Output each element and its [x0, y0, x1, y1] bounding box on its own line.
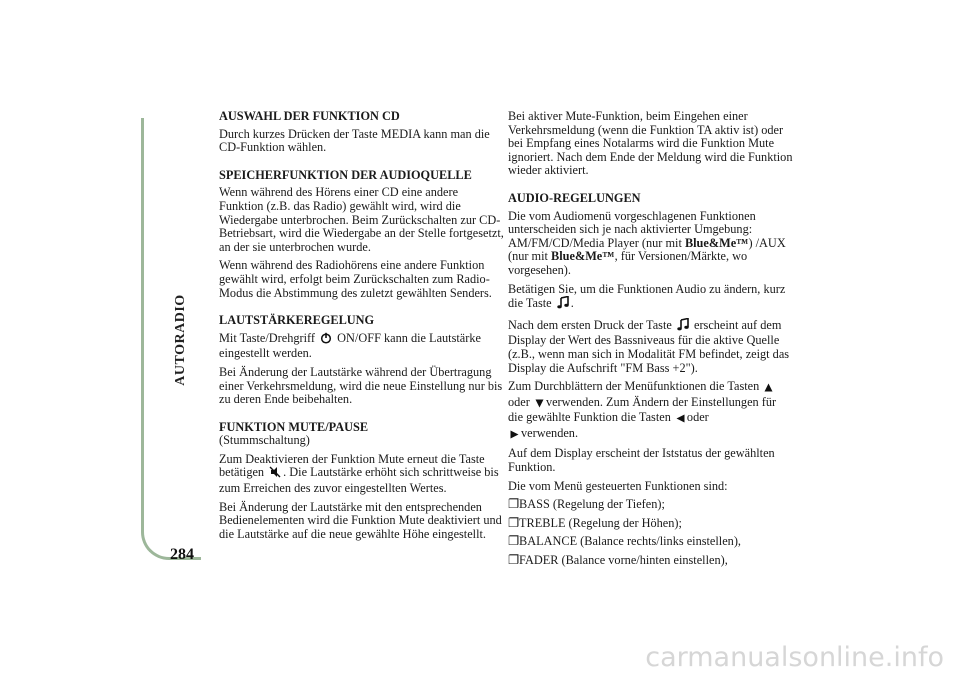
list-item-text: BALANCE (Balance rechts/links einstellen), [519, 534, 741, 549]
bullet-box-icon: ❐ [508, 553, 520, 568]
brand-name: Blue&Me™ [684, 235, 749, 250]
paragraph: Auf dem Display erscheint der Iststatus der gewählten Funktion. [508, 446, 775, 475]
paragraph: Bei Änderung der Lautstärke während der Übertragung einer Verkehrsmeldung, wird die neue Einstellung nur bis zu deren Ende beibehalten. [219, 364, 503, 407]
text-fragment: oder [686, 410, 709, 425]
list-item-text: FADER (Balance vorne/hinten einstellen), [519, 553, 728, 568]
mute-icon [269, 466, 281, 482]
arrow-left-icon [676, 413, 685, 427]
text-fragment: . [570, 296, 574, 311]
page-number: 284 [170, 546, 194, 563]
left-column [219, 110, 504, 546]
paragraph: Wenn während des Hörens einer CD eine andere Funktion (z.B. das Radio) gewählt wird, wird die Wiedergabe unterbrochen. Beim Zurückschalten zur CD-Betriebsart, wird die Wiedergabe an der Stelle fortgesetzt, an der sie unterbrochen wurde. [219, 185, 504, 254]
paragraph [219, 332, 504, 361]
heading-source-memory: SPEICHERFUNKTION DER AUDIOQUELLE [219, 167, 472, 182]
paragraph: Bei Änderung der Lautstärke mit den entsprechenden Bedienelementen wird die Funktion Mute deaktiviert und die Lautstärke auf die neue gewählte Höhe eingestellt. [219, 499, 502, 541]
paragraph: Durch kurzes Drücken der Taste MEDIA kann man die CD-Funktion wählen. [219, 126, 490, 155]
power-knob-icon [320, 332, 332, 348]
list-item [508, 554, 793, 568]
section-side-label: AUTORADIO [173, 294, 188, 386]
brand-name: Blue&Me™ [551, 249, 615, 264]
paragraph: Wenn während des Radiohörens eine andere Funktion gewählt wird, erfolgt beim Zurückschalten zum Radio-Modus die Abstimmung des zuletzt gewählten Senders. [219, 258, 492, 300]
page-frame-line [141, 118, 144, 530]
arrow-right-icon [510, 429, 519, 443]
list-item [508, 517, 793, 531]
text-fragment: Nach dem ersten Druck der Taste [508, 317, 672, 332]
list-item-text: BASS (Regelung der Tiefen); [519, 497, 665, 512]
text-fragment: , für Versionen/Märkte, wo vorgesehen). [508, 249, 748, 277]
text-fragment: Zum Durchblättern der Menüfunktionen die Tasten [508, 379, 760, 394]
arrow-up-icon [764, 382, 773, 396]
text-fragment: ) /AUX (nur mit [508, 235, 786, 264]
music-note-icon [677, 318, 689, 335]
text-fragment: Mit Taste/Drehgriff [219, 330, 316, 345]
text-fragment: verwenden. [521, 425, 579, 440]
heading-audio-settings: AUDIO-REGELUNGEN [508, 190, 641, 205]
heading-cd-function: AUSWAHL DER FUNKTION CD [219, 109, 400, 123]
text-fragment: ON/OFF kann die Lautstärke eingestellt werden. [219, 330, 481, 361]
list-item [508, 535, 793, 549]
bullet-box-icon: ❐ [508, 497, 520, 512]
heading-volume-control: LAUTSTÄRKEREGELUNG [219, 313, 375, 328]
text-fragment: oder [508, 394, 530, 409]
music-note-icon [557, 296, 569, 313]
list-item [508, 498, 793, 512]
watermark: carmanualsonline.info [645, 642, 944, 673]
paragraph: Bei aktiver Mute-Funktion, beim Eingehen einer Verkehrsmeldung (wenn die Funktion TA aktiv ist) oder bei Empfang eines Notalarms wird die Funktion Mute ignoriert. Nach dem Ende der Meldung wird die Funktion wieder aktiviert. [508, 109, 793, 178]
text-fragment: verwenden. Zum Ändern der Einstellungen für die gewählte Funktion die Tasten [508, 394, 777, 425]
paragraph [508, 210, 793, 278]
right-column [508, 110, 793, 573]
arrow-down-icon [535, 398, 544, 412]
paragraph: Die vom Menü gesteuerten Funktionen sind: [508, 478, 728, 493]
text-fragment: erscheint auf dem Display der Wert des Bassniveaus für die aktive Quelle (z.B., wenn man sich in Modalität FM befindet, zeigt das Display die Aufschrift "FM Bass +2"). [508, 317, 790, 375]
bullet-box-icon: ❐ [508, 534, 520, 549]
paragraph [508, 283, 793, 313]
subheading: (Stummschaltung) [219, 433, 310, 448]
heading-mute-pause: FUNKTION MUTE/PAUSE [219, 419, 369, 434]
text-fragment: . Die Lautstärke erhöht sich schrittweise bis zum Erreichen des zuvor eingestellten Wertes. [219, 465, 499, 496]
text-fragment: Die vom Audiomenü vorgeschlagenen Funktionen unterscheiden sich je nach aktivierter Umgebung: AM/FM/CD/Media Player (nur mit [508, 208, 756, 250]
paragraph [508, 380, 793, 442]
paragraph [219, 453, 504, 496]
text-fragment: Betätigen Sie, um die Funktionen Audio zu ändern, kurz die Taste [508, 281, 786, 311]
text-fragment: Zum Deaktivieren der Funktion Mute erneut die Taste betätigen [219, 451, 485, 480]
list-item-text: TREBLE (Regelung der Höhen); [519, 515, 682, 530]
paragraph [508, 318, 793, 375]
bullet-box-icon: ❐ [508, 515, 520, 530]
